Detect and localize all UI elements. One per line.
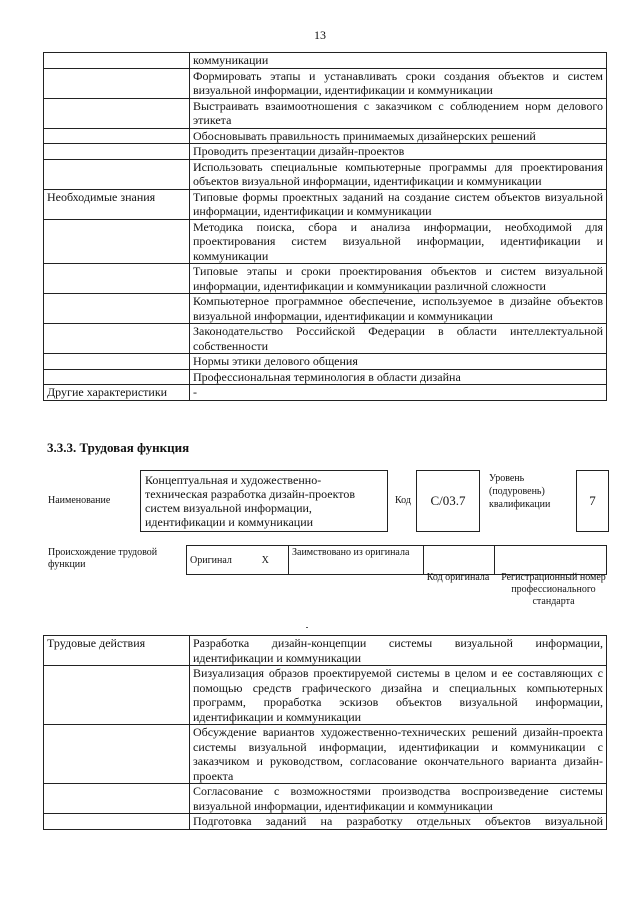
original-mark: X [243,546,289,575]
table-row [44,385,607,401]
table-row [44,144,607,160]
original-label: Оригинал [187,546,243,575]
code-box [416,470,480,532]
row-text: Подготовка заданий на разработку отдельных объектов визуальной [190,814,607,830]
original-code-cell [424,546,495,575]
scan-mark [306,627,308,628]
name-label: Наименование [48,495,111,506]
row-text: Согласование с возможностями производства воспроизведение системы визуальной информации, идентификации и коммуникации [190,784,607,814]
origin-table [186,545,607,575]
function-name-box [140,470,388,532]
row-text: Формировать этапы и устанавливать сроки создания объектов и систем визуальной информации, идентификации и коммуникации [190,68,607,98]
qualification-level-box [576,470,609,532]
original-code-caption: Код оригинала [426,572,490,583]
row-text: Типовые формы проектных заданий на создание систем объектов визуальной информации, идентификации и коммуникации [190,189,607,219]
row-text: Обсуждение вариантов художественно-технических решений дизайн-проекта системы визуальной информации, идентификации и коммуникации с заказчиком и руководством, согласование окончательного варианта дизайн-проекта [190,725,607,784]
labor-actions-table [43,635,607,830]
row-label [44,68,190,98]
code-label: Код [395,495,411,506]
row-label [44,128,190,144]
row-label [44,219,190,264]
row-label [44,144,190,160]
table-row [44,294,607,324]
row-label [44,784,190,814]
origin-label: Происхождение трудовой функции [48,547,158,570]
table-row [44,53,607,69]
qualification-level-value: 7 [589,493,596,508]
table-row [44,666,607,725]
row-text: Законодательство Российской Федерации в области интеллектуальной собственности [190,324,607,354]
table-row [44,159,607,189]
row-label [44,814,190,830]
row-label [44,666,190,725]
row-label [44,98,190,128]
table-row [44,324,607,354]
row-text: Методика поиска, сбора и анализа информации, необходимой для проектирования систем визуальной информации, идентификации и коммуникации [190,219,607,264]
knowledge-skills-table [43,52,607,401]
row-text: - [190,385,607,401]
row-text: Профессиональная терминология в области дизайна [190,369,607,385]
row-text: Компьютерное программное обеспечение, используемое в дизайне объектов визуальной информации, идентификации и коммуникации [190,294,607,324]
row-label [44,294,190,324]
table-row [44,725,607,784]
table-row [44,189,607,219]
table-row [44,98,607,128]
row-label [44,159,190,189]
row-label [44,53,190,69]
row-text: коммуникации [190,53,607,69]
borrowed-label: Заимствовано из оригинала [289,546,424,575]
table-row [44,219,607,264]
qualification-level-label: Уровень (подуровень) квалификации [489,473,551,510]
table-row [44,636,607,666]
row-label [44,369,190,385]
row-label [44,354,190,370]
page-number: 13 [314,28,326,42]
row-text: Разработка дизайн-концепции системы визуальной информации, идентификации и коммуникации [190,636,607,666]
registration-number-caption: Регистрационный номер профессионального стандарта [501,572,606,607]
row-label: Трудовые действия [44,636,190,666]
row-label [44,725,190,784]
table-row [44,354,607,370]
row-text: Обосновывать правильность принимаемых дизайнерских решений [190,128,607,144]
section-heading: 3.3.3. Трудовая функция [47,440,190,455]
row-text: Выстраивать взаимоотношения с заказчиком с соблюдением норм делового этикета [190,98,607,128]
row-text: Типовые этапы и сроки проектирования объектов и систем визуальной информации, идентификации и коммуникации различной сложности [190,264,607,294]
registration-number-cell [495,546,607,575]
table-row [44,68,607,98]
function-name-value: Концептуальная и художественно-техническая разработка дизайн-проектов систем визуальной информации, идентификации и коммуникации [145,473,356,529]
table-row [44,784,607,814]
row-text: Использовать специальные компьютерные программы для проектирования объектов визуальной информации, идентификации и коммуникации [190,159,607,189]
table-row [44,814,607,830]
row-label: Другие характеристики [44,385,190,401]
row-label [44,324,190,354]
table-row [44,264,607,294]
row-label [44,264,190,294]
row-label: Необходимые знания [44,189,190,219]
row-text: Проводить презентации дизайн-проектов [190,144,607,160]
table-row [187,546,607,575]
table-row [44,369,607,385]
table-row [44,128,607,144]
row-text: Визуализация образов проектируемой системы в целом и ее составляющих с помощью средств графического дизайна и специальных компьютерных программ, проработка эскизов объектов визуальной информации, идентификации и коммуникации [190,666,607,725]
row-text: Нормы этики делового общения [190,354,607,370]
code-value: С/03.7 [430,493,466,508]
